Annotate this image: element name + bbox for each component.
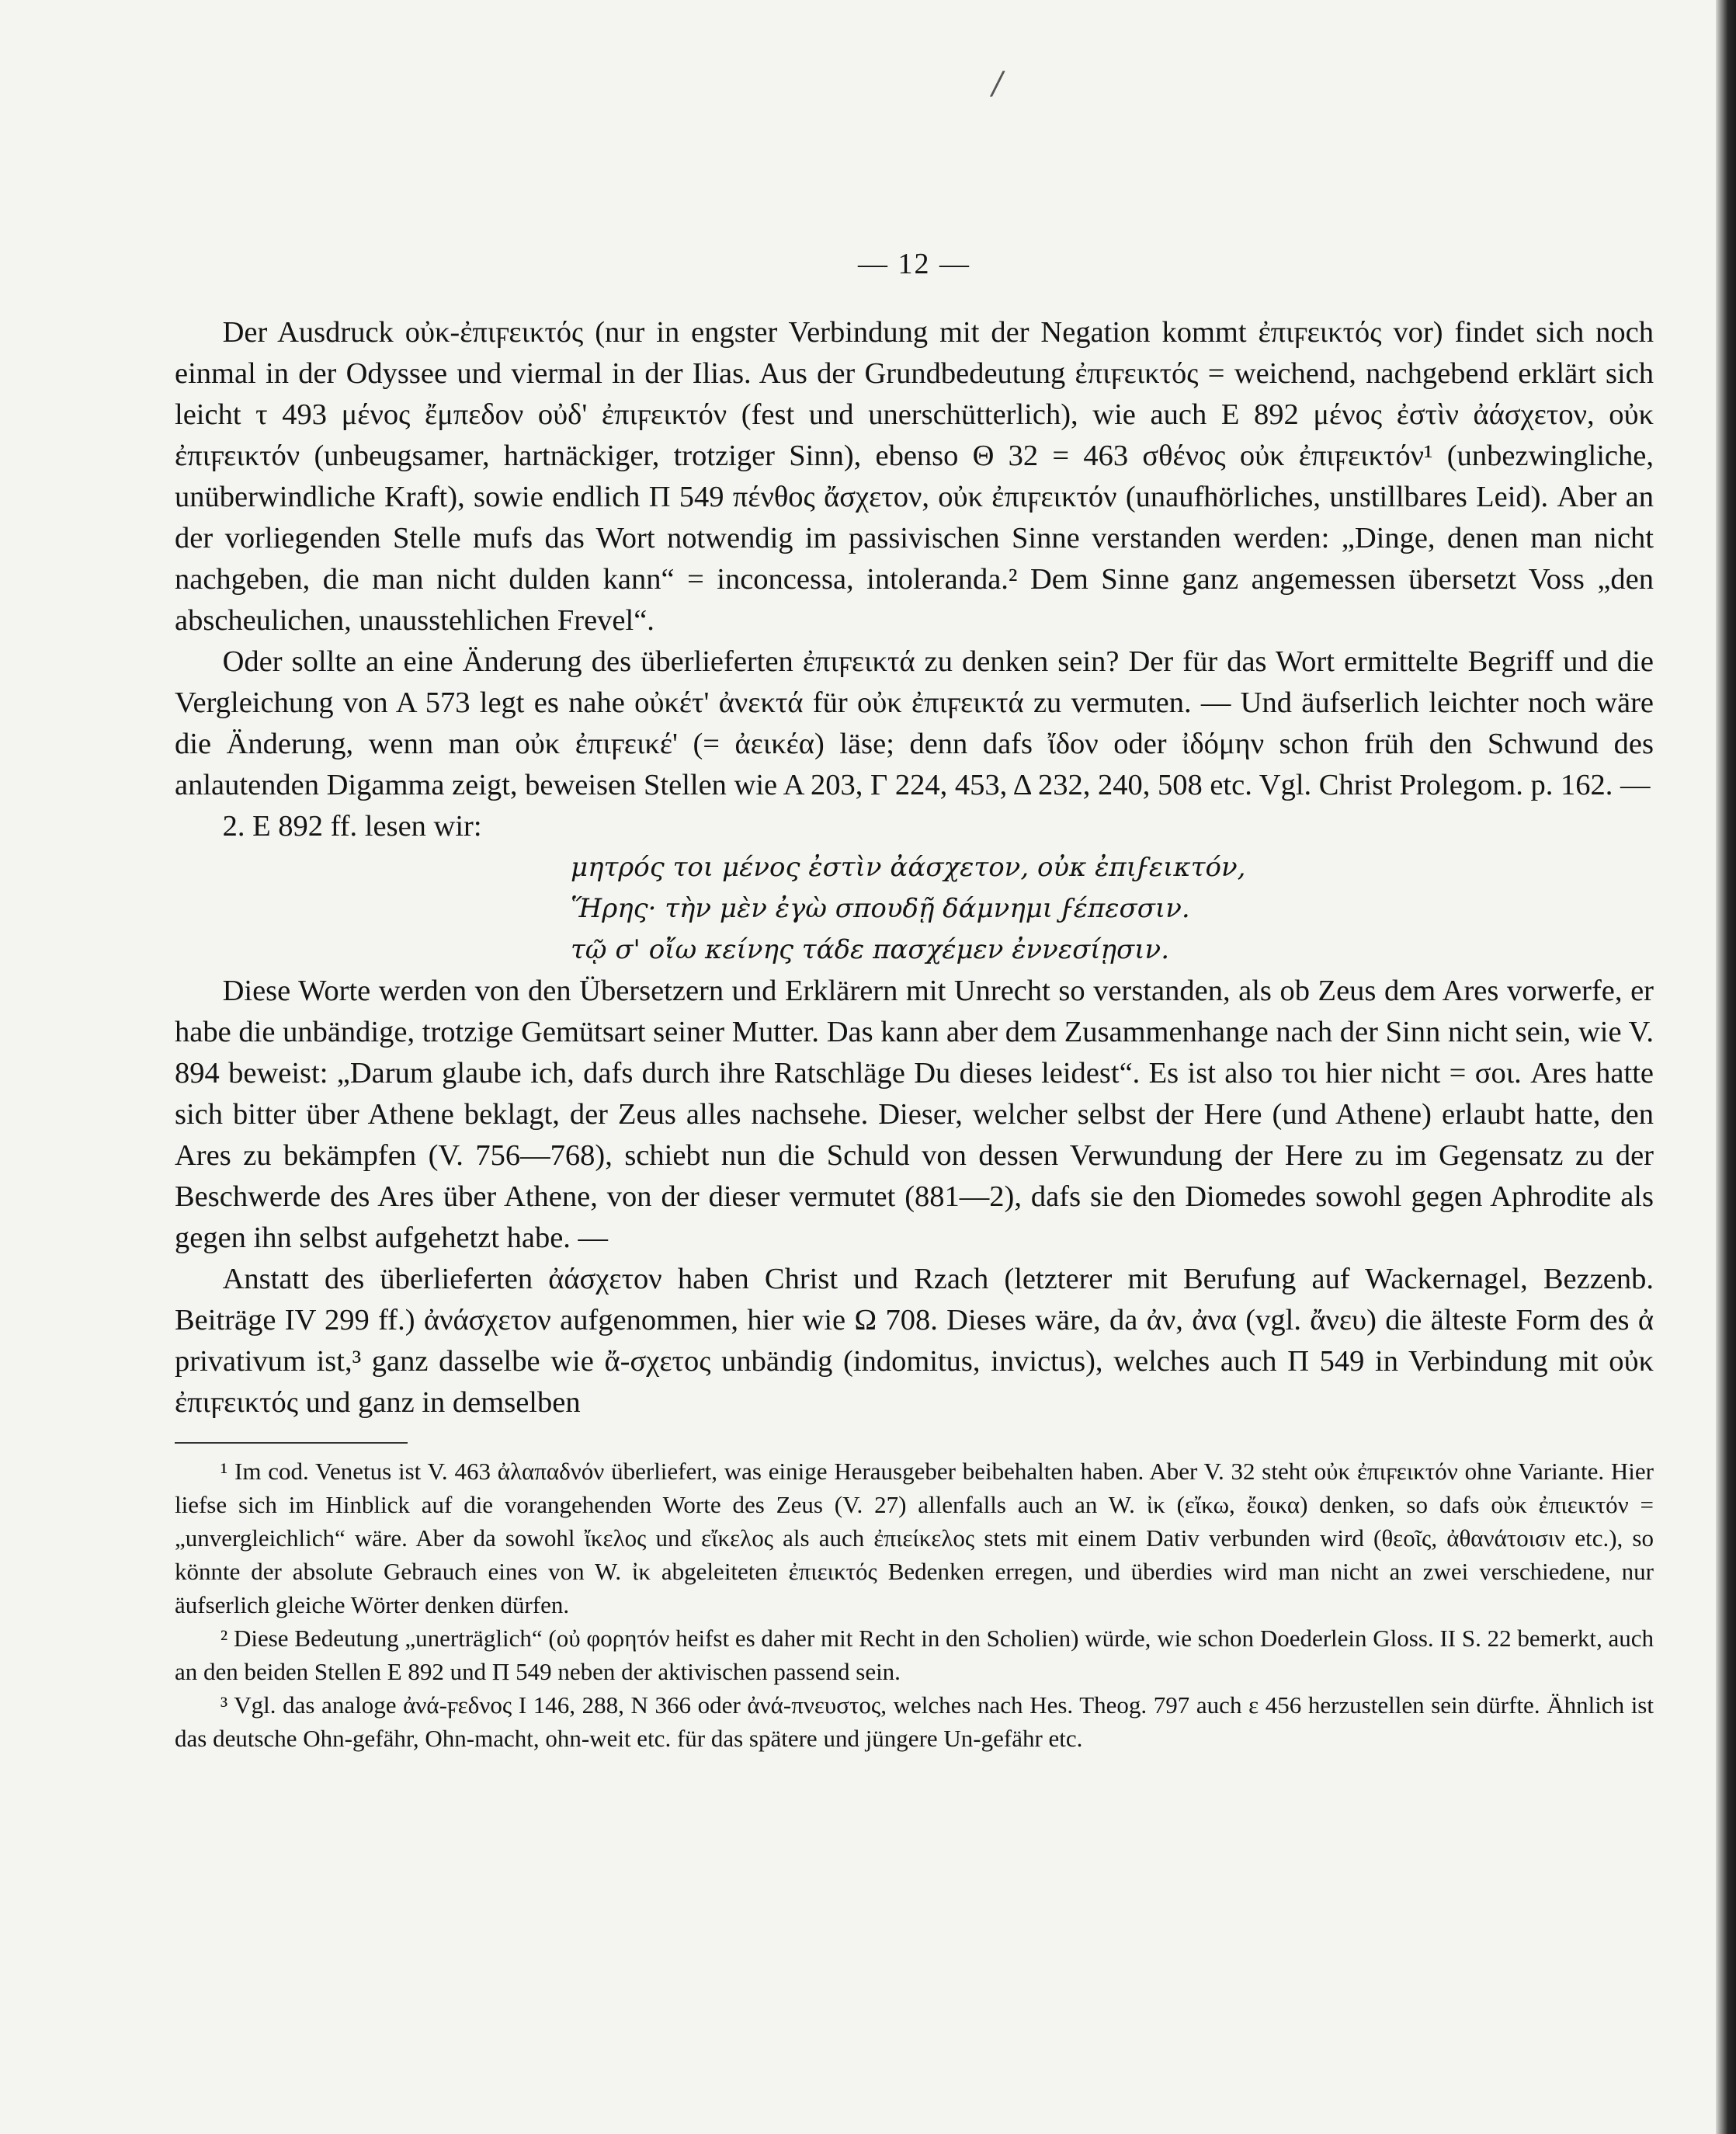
scan-edge — [1716, 0, 1736, 2134]
quote-line-2: Ἥρης· τὴν μὲν ἐγὼ σπουδῇ δάμνημι ϝέπεσσιν. — [571, 893, 1190, 924]
paragraph-3: 2. E 892 ff. lesen wir: — [222, 810, 482, 843]
pencil-mark: / — [992, 66, 1003, 102]
page-number: — 12 — — [858, 248, 970, 280]
footnote-separator — [175, 1442, 408, 1444]
body-text — [175, 312, 1654, 1423]
footnotes — [175, 1455, 1654, 1755]
homer-quote — [175, 847, 1654, 971]
footnote-1: ¹ Im cod. Venetus ist V. 463 ἀλαπαδνόν überliefert, was einige Herausgeber beibehalten haben. Aber V. 32 steht οὐκ ἐπιϝεικτόν ohne Variante. Hier liefse sich im Hinblick auf die vorangehenden Worte des Zeus (V. 27) allenfalls auch an W. ἰκ (εἴκω, ἔοικα) denken, so dafs οὐκ ἐπιεικτόν = „unvergleichlich“ wäre. Aber da sowohl ἴκελος und εἴκελος als auch ἐπιείκελος stets mit einem Dativ verbunden wird (θεοῖς, ἀθανάτοισιν etc.), so könnte der absolute Gebrauch eines von W. ἰκ abgeleiteten ἐπιεικτός Bedenken erregen, und überdies wird man nicht an zwei verschiedene, nur äufserlich gleiche Wörter denken dürfen. — [175, 1458, 1654, 1618]
paragraph-2: Oder sollte an eine Änderung des überlieferten ἐπιϝεικτά zu denken sein? Der für das Wort ermittelte Begriff und die Vergleichung von A 573 legt es nahe οὐκέτ' ἀνεκτά für οὐκ ἐπιϝεικτά zu vermuten. — Und äufserlich leichter noch wäre die Änderung, wenn man οὐκ ἐπιϝεικέ' (= ἀεικέα) läse; denn dafs ἴδον oder ἰδόμην schon früh den Schwund des anlautenden Digamma zeigt, beweisen Stellen wie A 203, Γ 224, 453, Δ 232, 240, 508 etc. Vgl. Christ Prolegom. p. 162. — — [175, 645, 1654, 801]
paragraph-4: Diese Worte werden von den Übersetzern und Erklärern mit Unrecht so verstanden, als ob Zeus dem Ares vorwerfe, er habe die unbändige, trotzige Gemütsart seiner Mutter. Das kann aber dem Zusammenhange nach der Sinn nicht sein, wie V. 894 beweist: „Darum glaube ich, dafs durch ihre Ratschläge Du dieses leidest“. Es ist also τοι hier nicht = σοι. Ares hatte sich bitter über Athene beklagt, der Zeus alles nachsehe. Dieser, welcher selbst der Here (und Athene) erlaubt hatte, den Ares zu bekämpfen (V. 756—768), schiebt nun die Schuld von dessen Verwundung der Here zu im Gegensatz zu der Beschwerde des Ares über Athene, von der dieser vermutet (881—2), dafs sie den Diomedes sowohl gegen Aphrodite als gegen ihn selbst aufgehetzt habe. — — [175, 975, 1654, 1254]
paragraph-5: Anstatt des überlieferten ἀάσχετον haben Christ und Rzach (letzterer mit Berufung auf Wackernagel, Bezzenb. Beiträge IV 299 ff.) ἀνάσχετον aufgenommen, hier wie Ω 708. Dieses wäre, da ἀν, ἀνα (vgl. ἄνευ) die älteste Form des ἀ privativum ist,³ ganz dasselbe wie ἄ-σχετος unbändig (indomitus, invictus), welches auch Π 549 in Verbindung mit οὐκ ἐπιϝεικτός und ganz in demselben — [175, 1263, 1654, 1419]
footnote-3: ³ Vgl. das analoge ἀνά-ϝεδνος I 146, 288, N 366 oder ἀνά-πνευστος, welches nach Hes. Theog. 797 auch ε 456 herzustellen sein dürfte. Ähnlich ist das deutsche Ohn-gefähr, Ohn-macht, ohn-weit etc. für das spätere und jüngere Un-gefähr etc. — [175, 1691, 1654, 1752]
quote-line-1: μητρός τοι μένος ἐστὶν ἀάσχετον, οὐκ ἐπιϝεικτόν, — [571, 852, 1246, 883]
page-content — [175, 247, 1654, 1755]
footnote-2: ² Diese Bedeutung „unerträglich“ (οὐ φορητόν heifst es daher mit Recht in den Scholien) würde, wie schon Doederlein Gloss. II S. 22 bemerkt, auch an den beiden Stellen E 892 und Π 549 neben der aktivischen passend sein. — [175, 1625, 1654, 1685]
paragraph-1: Der Ausdruck οὐκ-ἐπιϝεικτός (nur in engster Verbindung mit der Negation kommt ἐπιϝεικτός vor) findet sich noch einmal in der Odyssee und viermal in der Ilias. Aus der Grundbedeutung ἐπιϝεικτός = weichend, nachgebend erklärt sich leicht τ 493 μένος ἔμπεδον οὐδ' ἐπιϝεικτόν (fest und unerschütterlich), wie auch E 892 μένος ἐστὶν ἀάσχετον, οὐκ ἐπιϝεικτόν (unbeugsamer, hartnäckiger, trotziger Sinn), ebenso Θ 32 = 463 σθένος οὐκ ἐπιϝεικτόν¹ (unbezwingliche, unüberwindliche Kraft), sowie endlich Π 549 πένθος ἄσχετον, οὐκ ἐπιϝεικτόν (unaufhörliches, unstillbares Leid). Aber an der vorliegenden Stelle mufs das Wort notwendig im passivischen Sinne verstanden werden: „Dinge, denen man nicht nachgeben, die man nicht dulden kann“ = inconcessa, intoleranda.² Dem Sinne ganz angemessen übersetzt Voss „den abscheulichen, unausstehlichen Frevel“. — [175, 316, 1654, 637]
quote-line-3: τῷ σ' οἴω κείνης τάδε πασχέμεν ἐννεσίῃσιν. — [571, 934, 1170, 965]
